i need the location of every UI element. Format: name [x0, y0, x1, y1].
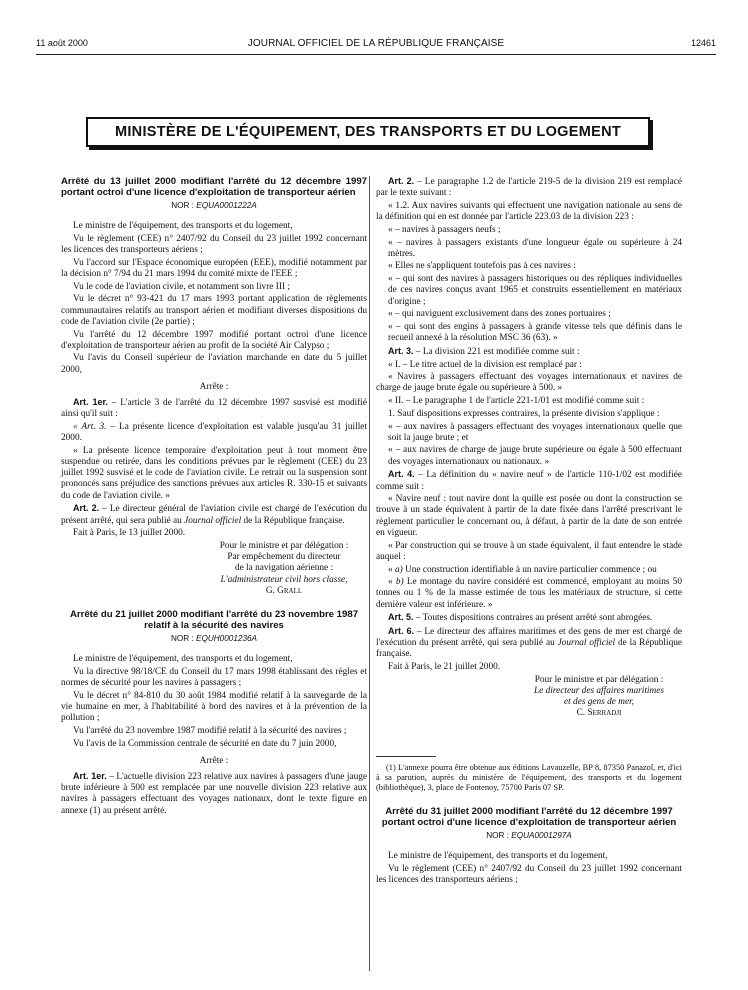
- article-paragraph: [61, 771, 367, 817]
- article-paragraph: [376, 626, 682, 661]
- paragraph: 1. Sauf dispositions expresses contraires, la présente division s'applique :: [388, 408, 660, 419]
- article-text: – Le directeur général de l'aviation civile est chargé de l'exécution du présent arrêté, qui sera publié au: [61, 504, 367, 526]
- article-text: – La présente licence d'exploitation est valable jusqu'au 31 juillet 2000.: [61, 421, 367, 444]
- article-label: Art. 3.: [388, 345, 414, 356]
- header-journal-title: JOURNAL OFFICIEL DE LA RÉPUBLIQUE FRANÇAISE: [247, 38, 505, 49]
- signature-line: Par empêchement du directeur: [227, 552, 341, 563]
- quote-paragraph: « La présente licence temporaire d'exploitation peut à tout moment être suspendue ou retirée, dans les conditions prévues par le règlement (CEE) du 23 juillet 1992 susvisé et le code de l'aviation civile. Le retrait ou la suspension sont prononcés sans préjudice des sanctions prévues aux articles R. 330-15 et suivants du code de l'aviation civile. »: [61, 445, 367, 501]
- arrete-heading: Arrête :: [199, 381, 229, 392]
- article-label: Art. 6.: [388, 626, 415, 637]
- article-label: Art. 5.: [388, 612, 414, 623]
- decree2-nor: [61, 633, 367, 644]
- decree1-nor: [61, 200, 367, 211]
- paragraph: Vu le règlement (CEE) n° 2407/92 du Conseil du 23 juillet 1992 concernant les licences des transporteurs aériens ;: [61, 233, 367, 256]
- item-marker: a): [394, 564, 403, 575]
- article-text: – Toutes dispositions contraires au présent arrêté sont abrogées.: [413, 613, 653, 624]
- article-label: Art. 4.: [388, 469, 415, 480]
- arrete-heading: Arrête :: [199, 755, 229, 766]
- left-column: [61, 176, 367, 818]
- signature-line: Pour le ministre et par délégation :: [534, 674, 664, 685]
- article-paragraph: [376, 612, 682, 624]
- paragraph: Le ministre de l'équipement, des transports et du logement,: [73, 654, 293, 665]
- signature-line: [61, 575, 367, 586]
- signature-line: [376, 686, 682, 697]
- quote-paragraph: « Par construction qui se trouve à un stade équivalent, il faut entendre le stade auquel :: [376, 540, 682, 562]
- article-paragraph: [61, 503, 367, 526]
- quote-mark: «: [388, 577, 396, 588]
- list-item: « – qui sont des navires à passagers historiques ou des répliques individuelles de ces navires conçus avant 1965 et construits essentiellement en matériaux d'origine ;: [388, 274, 682, 307]
- article-label: Art. 2.: [388, 176, 415, 186]
- ministry-banner: [86, 117, 650, 147]
- quote-paragraph: [376, 577, 682, 611]
- paragraph: Vu le code de l'aviation civile, et notamment son livre III ;: [73, 281, 290, 292]
- journal-reference: Journal officiel: [184, 515, 242, 526]
- paragraph: Vu l'arrêté du 12 décembre 1997 modifié portant octroi d'une licence d'exploitation de transporteur aérien au profit de la société Air Calypso ;: [61, 329, 367, 351]
- decree3-title: Arrêté du 31 juillet 2000 modifiant l'arrêté du 12 décembre 1997 portant octroi d'une licence d'exploitation de transporteur aérien: [381, 806, 677, 829]
- paragraph: Vu le décret n° 93-421 du 17 mars 1993 portant application de règlements communautaires relatifs au transport aérien et modifiant diverses dispositions du code de l'aviation civile (2e partie) ;: [61, 294, 367, 327]
- decree2-title: Arrêté du 21 juillet 2000 modifiant l'arrêté du 23 novembre 1987 relatif à la sécurité des navires: [69, 609, 359, 631]
- page-header: [36, 38, 716, 52]
- quote-mark: «: [388, 564, 395, 575]
- journal-reference: Journal officiel: [557, 638, 616, 649]
- right-column: [376, 176, 682, 888]
- signatory-title: et des gens de mer,: [564, 697, 634, 708]
- quote-paragraph: [61, 422, 367, 444]
- article-text: – L'actuelle division 223 relative aux navires à passagers d'une jauge brute inférieure à 500 est remplacée par une nouvelle division 223 relative aux navires à passagers effectuant des voyages nationaux, dont le texte figure en annexe (1) au présent arrêté.: [61, 772, 367, 816]
- article-text: – La division 221 est modifiée comme suit :: [413, 346, 580, 357]
- list-item: « – navires à passagers existants d'une longueur égale ou supérieure à 24 mètres.: [388, 237, 682, 259]
- quote-paragraph: « I. – Le titre actuel de la division est remplacé par :: [388, 359, 582, 370]
- signatory-title: L'administrateur civil hors classe,: [220, 574, 348, 585]
- signature-date: Fait à Paris, le 21 juillet 2000.: [388, 662, 501, 673]
- column-separator: [369, 176, 370, 971]
- ministry-title: MINISTÈRE DE L'ÉQUIPEMENT, DES TRANSPORTS ET DU LOGEMENT: [114, 124, 622, 140]
- article-label: Art. 2.: [73, 503, 100, 514]
- article-text: – Le directeur des affaires maritimes et des gens de mer est chargé de l'exécution du présent arrêté, qui sera publié au: [376, 627, 682, 649]
- paragraph: Vu l'avis du Conseil supérieur de l'aviation marchande en date du 5 juillet 2000,: [61, 353, 367, 375]
- article-text: – Le paragraphe 1.2 de l'article 219-5 de la division 219 est remplacé par le texte suivant :: [376, 177, 682, 199]
- article-paragraph: [376, 469, 682, 492]
- article-paragraph: [376, 346, 682, 358]
- article-text: – La définition du « navire neuf » de l'article 110-1/02 est modifiée comme suit :: [376, 470, 682, 492]
- footnote: (1) L'annexe pourra être obtenue aux éditions Lavauzelle, BP 8, 87350 Panazol, et, d'ici à sa parution, auprès du ministère de l'équipement, des transports et du logement (bibliothèque), 3, place de Fontenoy, 75700 Paris 07 SP.: [376, 762, 682, 792]
- article-label: Art. 1er.: [73, 397, 108, 408]
- decree3-nor: [376, 830, 682, 841]
- signatory-title: Le directeur des affaires maritimes: [534, 686, 664, 697]
- nor-label: NOR :: [171, 201, 194, 210]
- list-item: « – navires à passagers neufs ;: [388, 224, 501, 235]
- quote-paragraph: « 1.2. Aux navires suivants qui effectuent une navigation nationale au sens de la définition qui en est donnée par l'article 223.03 de la division 223 :: [376, 200, 682, 223]
- paragraph: Vu le règlement (CEE) n° 2407/92 du Conseil du 23 juillet 1992 concernant les licences des transporteurs aériens ;: [376, 864, 682, 886]
- article-label: Art. 1er.: [73, 771, 107, 782]
- list-item: « – qui sont des engins à passagers à grande vitesse tels que définis dans le recueil annexé à la résolution MSC 36 (63). »: [388, 321, 682, 344]
- header-rule: [36, 54, 716, 55]
- quote-paragraph: [376, 565, 682, 576]
- signature-line: [376, 697, 682, 708]
- article-text: de la République française.: [376, 638, 682, 660]
- article-paragraph: [61, 397, 367, 420]
- signatory-name: G. Grall: [265, 585, 303, 596]
- nor-code: EQUA0001222A: [196, 201, 257, 210]
- quote-paragraph: « Navire neuf : tout navire dont la quille est posée ou dont la construction se trouve à un stade équivalent à partir de la date fixée dans l'arrêté prescrivant le règlement particulier le concernant ou, à défaut, à partir de la date de son entrée en vigueur.: [376, 494, 682, 538]
- paragraph: Vu le décret n° 84-810 du 30 août 1984 modifié relatif à la sauvegarde de la vie humaine en mer, à l'habitabilité à bord des navires et à la prévention de la pollution ;: [61, 690, 367, 724]
- quote-paragraph: « II. – Le paragraphe 1 de l'article 221-1/01 est modifié comme suit :: [388, 396, 645, 407]
- nor-label: NOR :: [486, 831, 509, 841]
- decree1-title: Arrêté du 13 juillet 2000 modifiant l'arrêté du 12 décembre 1997 portant octroi d'une licence d'exploitation de transporteur aérien: [61, 176, 367, 198]
- paragraph: Vu l'accord sur l'Espace économique européen (EEE), modifié notamment par la décision n° 7/94 du 21 mars 1994 du comité mixte de l'EEE ;: [61, 257, 367, 280]
- signatory-name: C. Serradji: [576, 708, 622, 719]
- item-text: Une construction identifiable à un navire particulier commence ; ou: [402, 564, 657, 575]
- article-label: « Art. 3.: [73, 421, 107, 432]
- signature-line: de la navigation aérienne :: [234, 563, 334, 574]
- signature-date: Fait à Paris, le 13 juillet 2000.: [73, 528, 186, 539]
- footnote-rule: [376, 756, 436, 757]
- paragraph: Vu la directive 98/18/CE du Conseil du 17 mars 1998 établissant des règles et normes de sécurité pour les navires à passagers ;: [61, 666, 367, 689]
- article-text: – L'article 3 de l'arrêté du 12 décembre 1997 susvisé est modifié ainsi qu'il suit :: [61, 398, 367, 420]
- header-page-number: 12461: [690, 38, 716, 48]
- signature-line: Pour le ministre et par délégation :: [219, 540, 349, 551]
- header-date: 11 août 2000: [36, 38, 88, 48]
- article-paragraph: [376, 176, 682, 199]
- list-item: « – qui naviguent exclusivement dans des zones portuaires ;: [388, 309, 611, 320]
- article-text: de la République française.: [241, 515, 345, 526]
- list-item: « – aux navires à passagers effectuant des voyages internationaux quelle que soit la jauge brute ; et: [388, 421, 682, 443]
- nor-code: EQUH0001236A: [196, 634, 258, 643]
- quote-paragraph: « Navires à passagers effectuant des voyages internationaux et navires de charge de jauge brute égale ou supérieure à 500. »: [376, 372, 682, 394]
- paragraph: Le ministre de l'équipement, des transports et du logement,: [73, 221, 293, 232]
- paragraph: Vu l'avis de la Commission centrale de sécurité en date du 7 juin 2000,: [73, 738, 337, 749]
- quote-paragraph: « Elles ne s'appliquent toutefois pas à ces navires :: [388, 261, 576, 272]
- item-marker: b): [395, 577, 404, 588]
- item-text: Le montage du navire considéré est commencé, employant au moins 50 tonnes ou 1 % de la masse estimée de tous les matériaux de structure, si cette dernière valeur est inférieure. »: [376, 577, 682, 610]
- nor-code: EQUA0001297A: [511, 831, 572, 841]
- paragraph: Le ministre de l'équipement, des transports et du logement,: [388, 851, 608, 862]
- nor-label: NOR :: [170, 634, 194, 643]
- paragraph: Vu l'arrêté du 23 novembre 1987 modifié relatif à la sécurité des navires ;: [73, 725, 347, 736]
- list-item: « – aux navires de charge de jauge brute supérieure ou égale à 500 effectuant des voyages internationaux ou nationaux. »: [388, 445, 682, 467]
